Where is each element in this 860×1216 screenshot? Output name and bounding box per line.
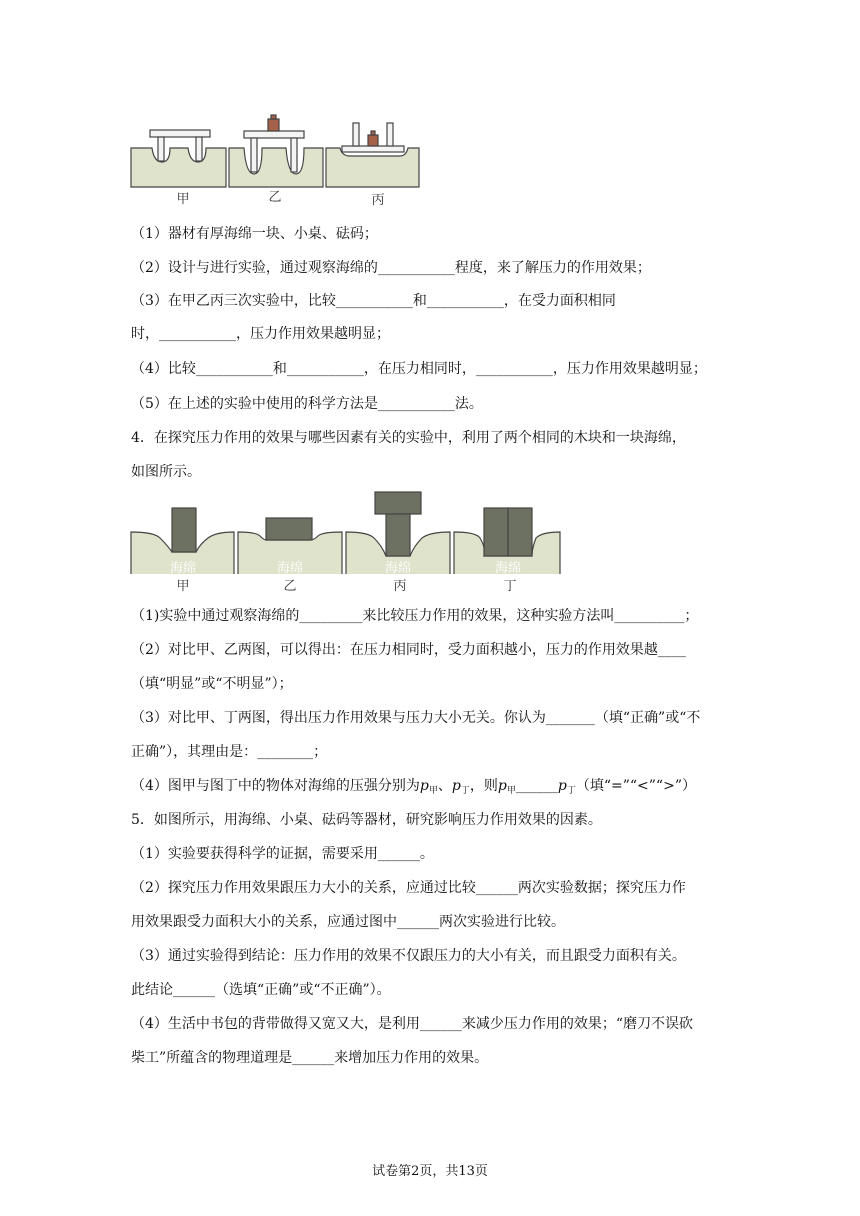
- q4-line-2: （2）对比甲、乙两图，可以得出：在压力相同时，受力面积越小，压力的作用效果越____: [131, 642, 686, 658]
- figure2-labels: [130, 574, 562, 596]
- page-footer: 试卷第2页，共13页: [372, 1164, 488, 1179]
- q3-line-3: （3）在甲乙丙三次实验中，比较___________和___________，在受力面积相同: [131, 293, 616, 309]
- q4-line-4: （3）对比甲、丁两图，得出压力作用效果与压力大小无关。你认为_______（填“正确”或“不: [131, 710, 701, 726]
- figure-table-sponge: [130, 112, 422, 212]
- q5-line-5: （3）通过实验得到结论：压力作用的效果不仅跟压力的大小有关，而且跟受力面积有关。: [131, 948, 686, 964]
- q5-line-7: （4）生活中书包的背带做得又宽又大，是利用______来减少压力作用的效果；“磨刀不误砍: [131, 1016, 694, 1032]
- subscript-jia: 甲: [428, 786, 438, 796]
- q3-line-2: （2）设计与进行实验，通过观察海绵的___________程度，来了解压力的作用效果；: [131, 260, 651, 276]
- figure1-label-jia: 甲: [176, 192, 190, 207]
- q5-line-2: （1）实验要获得科学的证据，需要采用______。: [131, 846, 434, 862]
- pressure-symbol: p: [419, 778, 429, 794]
- figure1-label-bing: 丙: [371, 193, 385, 208]
- q5-line-1: 5．如图所示，用海绵、小桌、砝码等器材，研究影响压力作用效果的因素。: [131, 812, 602, 828]
- q4-intro-2: 如图所示。: [131, 464, 201, 480]
- figure-blocks-sponge: [130, 488, 562, 574]
- figure2-sponge-yi: 海绵: [276, 561, 304, 574]
- q3-line-6: （5）在上述的实验中使用的科学方法是___________法。: [131, 396, 483, 412]
- q3-line-1: （1）器材有厚海绵一块、小桌、砝码；: [131, 226, 378, 242]
- pressure-symbol: p: [451, 778, 461, 794]
- q4-line-5: 正确”），其理由是：________；: [131, 744, 328, 760]
- subscript-ding: 丁: [566, 786, 576, 796]
- figure2-sponge-bing: 海绵: [384, 561, 412, 574]
- separator: 、: [437, 778, 452, 794]
- figure1-label-yi: 乙: [268, 190, 282, 205]
- q4-line-1: （1)实验中通过观察海绵的_________来比较压力作用的效果，这种实验方法叫__________；: [131, 608, 699, 624]
- q4-4-prefix: （4）图甲与图丁中的物体对海绵的压强分别为: [131, 778, 420, 794]
- subscript-jia: 甲: [506, 786, 516, 796]
- q3-line-4: 时，___________，压力作用效果越明显；: [131, 326, 390, 342]
- figure2-sponge-ding: 海绵: [494, 561, 522, 574]
- q5-line-4: 用效果跟受力面积大小的关系，应通过图中______两次实验进行比较。: [131, 914, 565, 930]
- figure2-label-yi: 乙: [283, 579, 297, 594]
- q4-line-3: （填“明显”或“不明显”）；: [131, 676, 293, 692]
- q4-line-6: [131, 776, 696, 801]
- pressure-symbol: p: [557, 778, 567, 794]
- figure2-label-jia: 甲: [176, 579, 190, 594]
- q5-line-8: 柴工”所蕴含的物理道理是______来增加压力作用的效果。: [131, 1050, 489, 1066]
- answer-blank: ______: [515, 778, 558, 794]
- figure2-label-bing: 丙: [393, 579, 407, 594]
- q3-line-5: （4）比较___________和___________，在压力相同时，___________，压力作用效果越明显；: [131, 361, 707, 377]
- figure2-label-ding: 丁: [503, 579, 517, 594]
- q4-intro-1: 4．在探究压力作用的效果与哪些因素有关的实验中，利用了两个相同的木块和一块海绵，: [131, 430, 686, 446]
- pressure-symbol: p: [497, 778, 507, 794]
- q4-4-suffix: （填“=”“<”“>”）: [575, 778, 696, 794]
- figure2-sponge-jia: 海绵: [169, 561, 197, 574]
- q4-4-mid: ，则: [469, 778, 498, 794]
- subscript-ding: 丁: [460, 786, 470, 796]
- q5-line-3: （2）探究压力作用效果跟压力大小的关系，应通过比较______两次实验数据；探究压力作: [131, 880, 686, 896]
- q5-line-6: 此结论______（选填“正确”或“不正确”）。: [131, 982, 391, 998]
